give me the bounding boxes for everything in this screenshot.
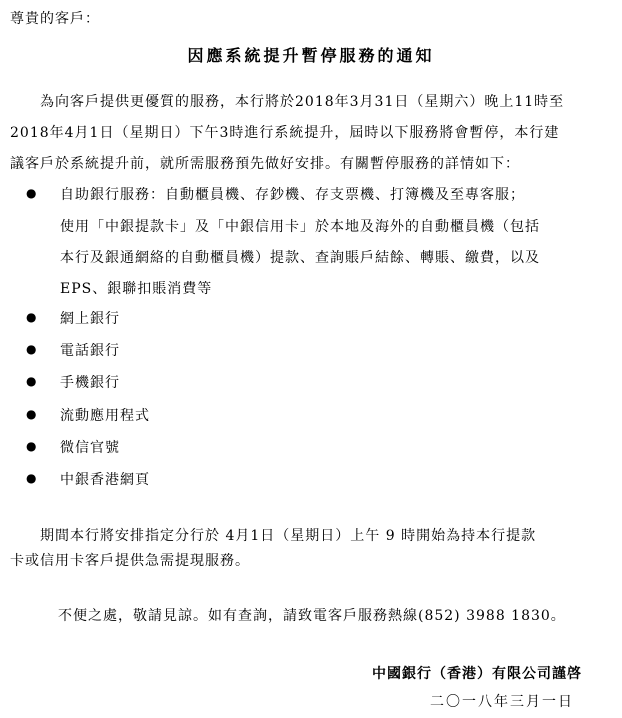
bullet-dot: ● bbox=[26, 342, 37, 356]
intro-line: 議客戶於系統提升前，就所需服務預先做好安排。有關暫停服務的詳情如下： bbox=[10, 156, 520, 172]
sign-off: 中國銀行（香港）有限公司謹啓 bbox=[372, 666, 582, 682]
list-item-text: 網上銀行 bbox=[60, 311, 120, 327]
notice-date: 二〇一八年三月一日 bbox=[430, 694, 574, 710]
bullet-dot: ● bbox=[26, 186, 37, 200]
list-item-text: 使用「中銀提款卡」及「中銀信用卡」於本地及海外的自動櫃員機（包括 bbox=[60, 219, 540, 235]
list-item-text: 電話銀行 bbox=[60, 343, 120, 359]
salutation: 尊貴的客戶： bbox=[10, 11, 100, 27]
list-item-text: 中銀香港網頁 bbox=[60, 472, 150, 488]
arrangement-line: 期間本行將安排指定分行於 4月1日（星期日）上午 9 時開始為持本行提款 bbox=[40, 528, 537, 544]
bullet-dot: ● bbox=[26, 310, 37, 324]
list-item-text: 手機銀行 bbox=[60, 375, 120, 391]
intro-line: 2018年4月1日（星期日）下午3時進行系統提升，屆時以下服務將會暫停，本行建 bbox=[10, 125, 560, 141]
bullet-dot: ● bbox=[26, 374, 37, 388]
notice-title: 因應系統提升暫停服務的通知 bbox=[187, 46, 435, 65]
intro-line: 為向客戶提供更優質的服務，本行將於2018年3月31日（星期六）晚上11時至 bbox=[40, 94, 565, 110]
arrangement-line: 卡或信用卡客戶提供急需提現服務。 bbox=[10, 553, 250, 569]
list-item-text: 流動應用程式 bbox=[60, 408, 150, 424]
bullet-dot: ● bbox=[26, 407, 37, 421]
bullet-dot: ● bbox=[26, 471, 37, 485]
bullet-dot: ● bbox=[26, 439, 37, 453]
list-item-text: EPS、銀聯扣賬消費等 bbox=[60, 281, 213, 297]
list-item-text: 自助銀行服務：自動櫃員機、存鈔機、存支票機、打簿機及至專客服； bbox=[60, 187, 525, 203]
apology-paragraph: 不便之處，敬請見諒。如有查詢，請致電客戶服務熱線(852) 3988 1830。 bbox=[58, 608, 566, 624]
list-item-text: 本行及銀通網絡的自動櫃員機）提款、查詢賬戶結餘、轉賬、繳費，以及 bbox=[60, 250, 540, 266]
list-item-text: 微信官號 bbox=[60, 440, 120, 456]
